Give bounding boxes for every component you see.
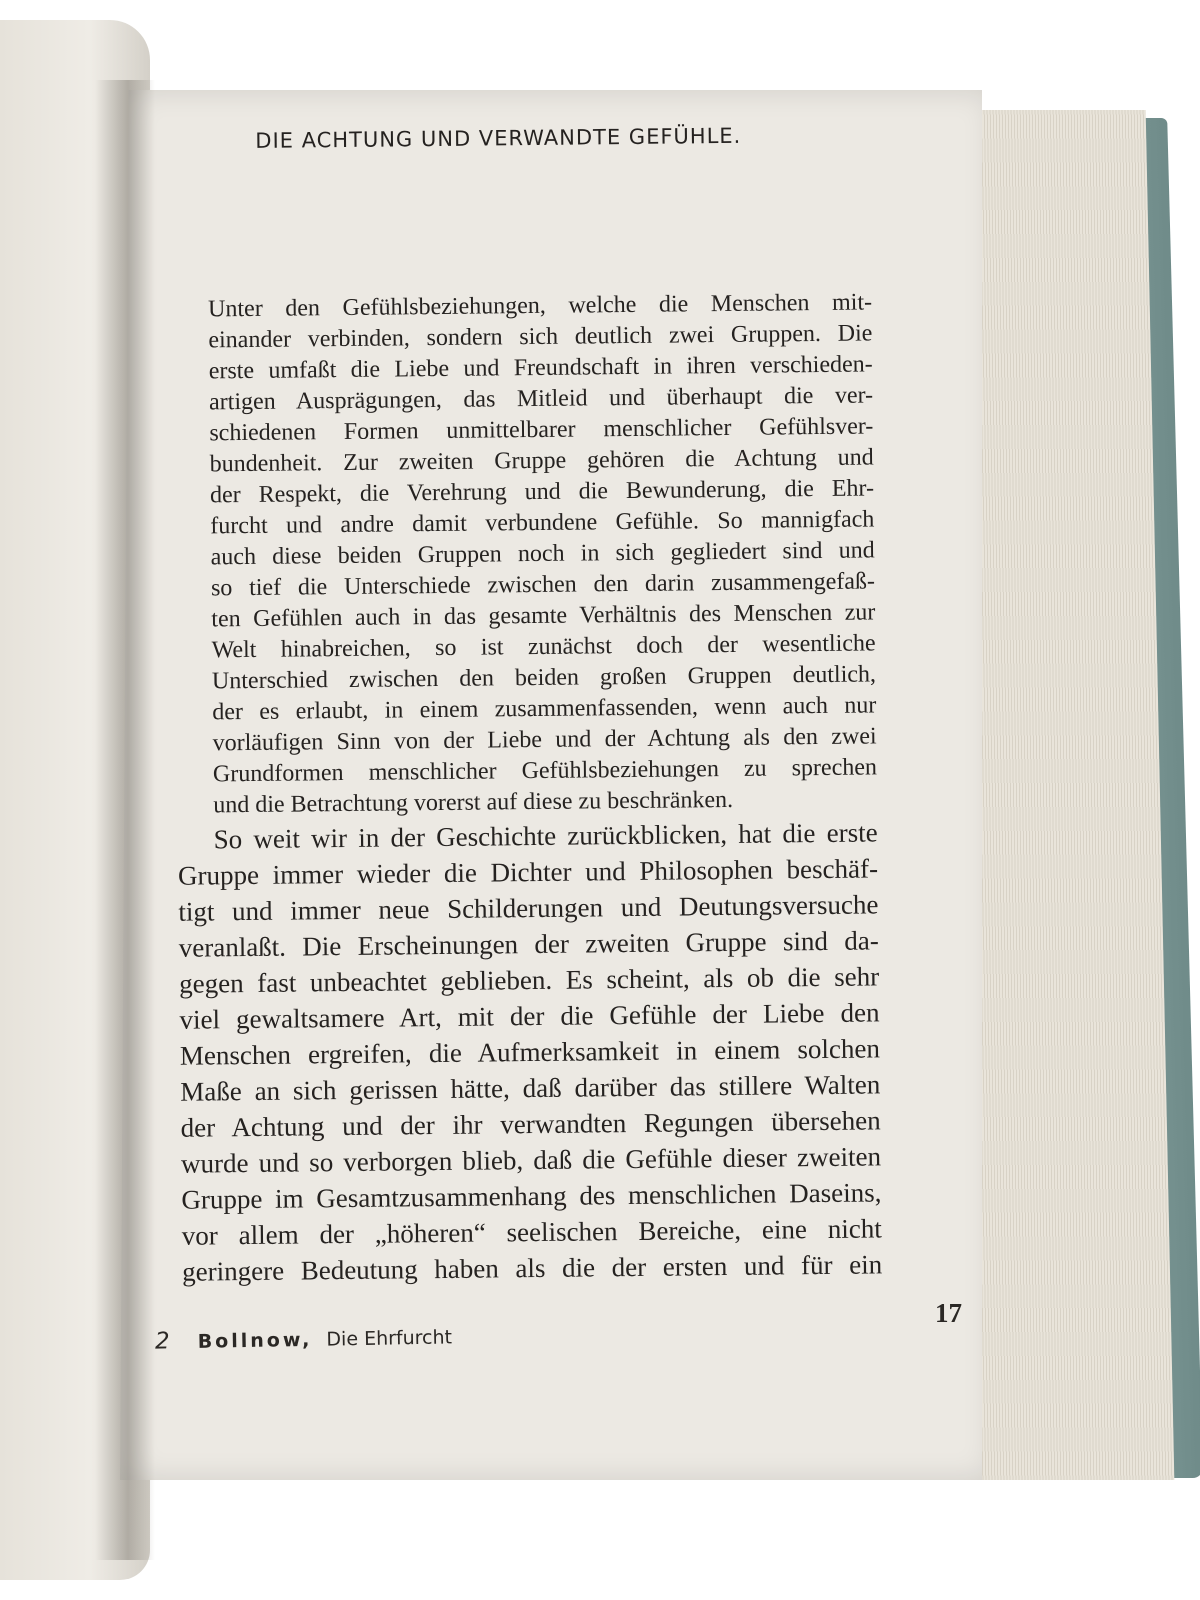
paragraph-2 [177,814,882,1289]
text-line: der es erlaubt, in einem zusammenfassenden, wenn auch nur [212,692,877,726]
text-line: einander verbinden, sondern sich deutlich zwei Gruppen. Die [208,320,873,354]
text-line: auch diese beiden Gruppen noch in sich gegliedert sind und [210,537,875,571]
text-line: erste umfaßt die Liebe und Freundschaft in ihren verschieden- [208,351,873,385]
chapter-heading: DIE ACHTUNG UND VERWANDTE GEFÜHLE. [255,123,742,153]
text-line: Gruppe immer wieder die Dichter und Philosophen beschäf- [177,853,879,891]
text-line: Unterschied zwischen den beiden großen Gruppen deutlich, [211,661,877,695]
text-line: Unter den Gefühlsbeziehungen, welche die Menschen mit- [207,289,873,323]
text-line: gegen fast unbeachtet geblieben. Es scheint, als ob die sehr [178,961,880,999]
text-line: so tief die Unterschiede zwischen den darin zusammengefaß- [210,568,876,602]
text-line: Grundformen menschlicher Gefühlsbeziehungen zu sprechen [212,754,878,788]
text-line: und die Betrachtung vorerst auf diese zu beschränken. [213,786,734,819]
text-line: viel gewaltsamere Art, mit der die Gefühle der Liebe den [179,997,880,1035]
text-line: vor allem der „höheren“ seelischen Bereiche, eine nicht [181,1213,882,1251]
paragraph-1 [172,287,877,821]
text-line: tigt und immer neue Schilderungen und Deutungsversuche [178,889,879,927]
text-line: Maße an sich gerissen hätte, daß darüber das stillere Walten [180,1069,881,1107]
text-line: schiedenen Formen unmittelbarer menschlicher Gefühlsver- [209,413,874,447]
body-text [172,287,882,1289]
text-line: artigen Ausprägungen, das Mitleid und überhaupt die ver- [208,382,874,416]
text-line: ten Gefühlen auch in das gesamte Verhältnis des Menschen zur [211,599,876,633]
signature-title: Die Ehrfurcht [326,1326,453,1351]
text-line: der Achtung und der ihr verwandten Regungen übersehen [180,1105,881,1143]
page-number: 17 [935,1298,962,1328]
book-gutter [95,80,155,1560]
text-line: vorläufigen Sinn von der Liebe und der Achtung als den zwei [212,723,877,757]
text-line: Gruppe im Gesamtzusammenhang des menschlichen Daseins, [181,1177,882,1215]
text-line: der Respekt, die Verehrung und die Bewunderung, die Ehr- [209,475,875,509]
text-line: Welt hinabreichen, so ist zunächst doch der wesentliche [211,630,876,664]
text-line: geringere Bedeutung haben als die der ersten und für ein [182,1249,883,1287]
text-line: bundenheit. Zur zweiten Gruppe gehören die Achtung und [209,444,874,478]
text-line: wurde und so verborgen blieb, daß die Gefühle dieser zweiten [180,1141,882,1179]
text-line: Menschen ergreifen, die Aufmerksamkeit in einem solchen [179,1033,881,1071]
signature-number: 2 [154,1328,170,1355]
text-line: veranlaßt. Die Erscheinungen der zweiten Gruppe sind da- [178,925,879,963]
printer-signature [155,1323,452,1354]
text-line: So weit wir in der Geschichte zurückblicken, hat die erste [213,817,878,855]
signature-author: Bollnow, [197,1328,313,1353]
text-line: furcht und andre damit verbundene Gefühle. So mannigfach [210,506,875,540]
